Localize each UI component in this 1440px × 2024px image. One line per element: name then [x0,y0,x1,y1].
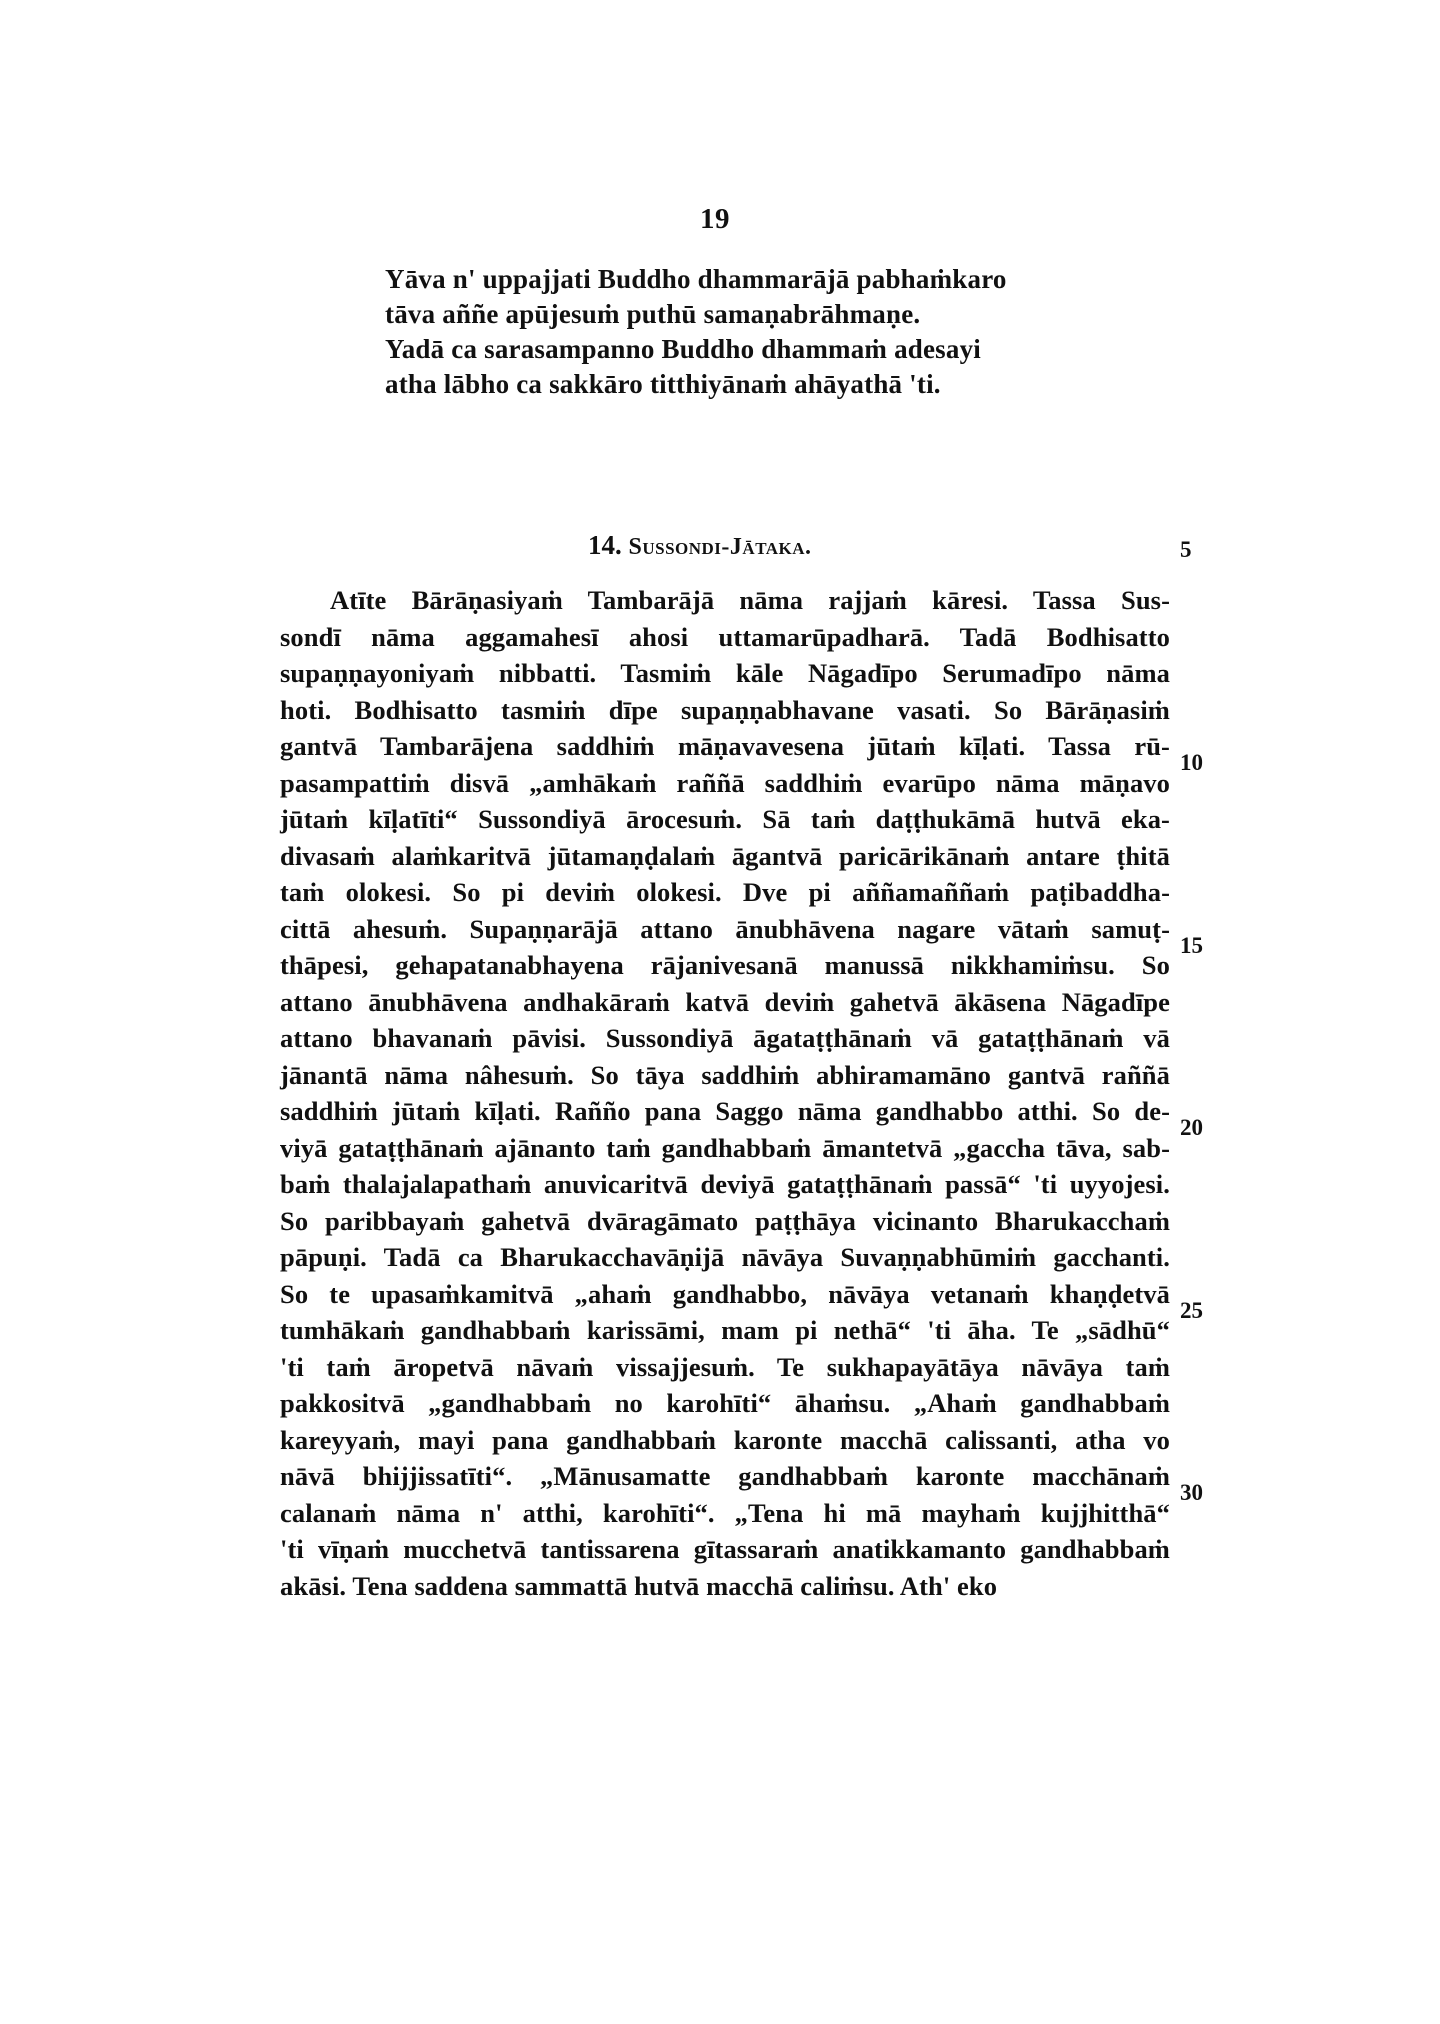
margin-line-number: 15 [1180,932,1203,958]
prose-line: hoti. Bodhisatto tasmiṁ dīpe supaṇṇabhavane vasati. So Bārāṇasiṁ [280,694,1170,725]
prose-line: pasampattiṁ disvā „amhākaṁ raññā saddhiṁ evarūpo nāma māṇavo [280,767,1170,798]
prose-line: pakkositvā „gandhabbaṁ no karohīti“ āhaṁsu. „Ahaṁ gandhabbaṁ [280,1388,1170,1418]
prose-line: attano bhavanaṁ pāvisi. Sussondiyā āgataṭṭhānaṁ vā gataṭṭhānaṁ vā [280,1023,1170,1053]
prose-line: baṁ thalajalapathaṁ anuvicaritvā deviyā gataṭṭhānaṁ passā“ 'ti uyyojesi. [280,1169,1170,1199]
page-number: 19 [700,203,730,235]
verse-line: tāva aññe apūjesuṁ puthū samaṇabrāhmaṇe. [385,299,921,329]
margin-line-number: 30 [1180,1480,1203,1505]
prose-line: attano ānubhāvena andhakāraṁ katvā deviṁ gahetvā ākāsena Nāgadīpe [280,986,1170,1017]
margin-line-number: 25 [1180,1297,1203,1323]
prose-line: taṁ olokesi. So pi deviṁ olokesi. Dve pi aññamaññaṁ paṭibaddha- [280,877,1170,907]
margin-line-number: 20 [1180,1115,1203,1140]
verse-block [385,262,1205,402]
prose-line: 'ti taṁ āropetvā nāvaṁ vissajjesuṁ. Te sukhapayātāya nāvāya taṁ [280,1351,1170,1382]
verse-line: atha lābho ca sakkāro titthiyānaṁ ahāyathā 'ti. [385,369,941,399]
prose-line: nāvā bhijjissatīti“. „Mānusamatte gandhabbaṁ karonte macchānaṁ [280,1461,1170,1491]
prose-line: tumhākaṁ gandhabbaṁ karissāmi, mam pi nethā“ 'ti āha. Te „sādhū“ [280,1315,1170,1345]
prose-line: 'ti vīṇaṁ mucchetvā tantissarena gītassaraṁ anatikkamanto gandhabbaṁ [280,1534,1170,1564]
prose-line: cittā ahesuṁ. Supaṇṇarājā attano ānubhāvena nagare vātaṁ samuṭ- [280,913,1170,944]
prose-line: akāsi. Tena saddena sammattā hutvā macchā caliṁsu. Ath' eko [280,1570,998,1601]
prose-line: jānantā nāma nâhesuṁ. So tāya saddhiṁ abhiramamāno gantvā raññā [280,1059,1170,1090]
prose-line: kareyyaṁ, mayi pana gandhabbaṁ karonte macchā calissanti, atha vo [280,1424,1170,1455]
verse-line: Yadā ca sarasampanno Buddho dhammaṁ adesayi [385,334,981,364]
margin-line-number: 10 [1180,750,1203,775]
prose-line: Atīte Bārāṇasiyaṁ Tambarājā nāma rajjaṁ kāresi. Tassa Sus- [330,585,1170,615]
prose-line: gantvā Tambarājena saddhiṁ māṇavavesena jūtaṁ kīḷati. Tassa rū- [280,731,1170,761]
section-title: Sussondi-Jātaka. [628,534,812,560]
prose-line: calanaṁ nāma n' atthi, karohīti“. „Tena hi mā mayhaṁ kujjhitthā“ [280,1497,1170,1528]
prose-line: thāpesi, gehapatanabhayena rājanivesanā manussā nikkhamiṁsu. So [280,950,1170,980]
prose-line: supaṇṇayoniyaṁ nibbatti. Tasmiṁ kāle Nāgadīpo Serumadīpo nāma [280,658,1170,688]
section-number: 14. [588,530,622,560]
prose-block [280,582,1170,1604]
section-heading [588,530,812,561]
prose-line: So te upasaṁkamitvā „ahaṁ gandhabbo, nāvāya vetanaṁ khaṇḍetvā [280,1278,1170,1309]
prose-line: sondī nāma aggamahesī ahosi uttamarūpadharā. Tadā Bodhisatto [280,621,1170,652]
margin-heading-number: 5 [1180,537,1192,562]
prose-line: pāpuṇi. Tadā ca Bharukacchavāṇijā nāvāya Suvaṇṇabhūmiṁ gacchanti. [280,1242,1170,1272]
verse-line: Yāva n' uppajjati Buddho dhammarājā pabhaṁkaro [385,264,1007,294]
prose-line: So paribbayaṁ gahetvā dvāragāmato paṭṭhāya vicinanto Bharukacchaṁ [280,1205,1170,1236]
prose-line: jūtaṁ kīḷatīti“ Sussondiyā ārocesuṁ. Sā taṁ daṭṭhukāmā hutvā eka- [280,804,1170,834]
prose-line: saddhiṁ jūtaṁ kīḷati. Rañño pana Saggo nāma gandhabbo atthi. So de- [280,1096,1170,1126]
prose-line: viyā gataṭṭhānaṁ ajānanto taṁ gandhabbaṁ āmantetvā „gaccha tāva, sab- [280,1132,1170,1163]
prose-line: divasaṁ alaṁkaritvā jūtamaṇḍalaṁ āgantvā paricārikānaṁ antare ṭhitā [280,840,1170,871]
